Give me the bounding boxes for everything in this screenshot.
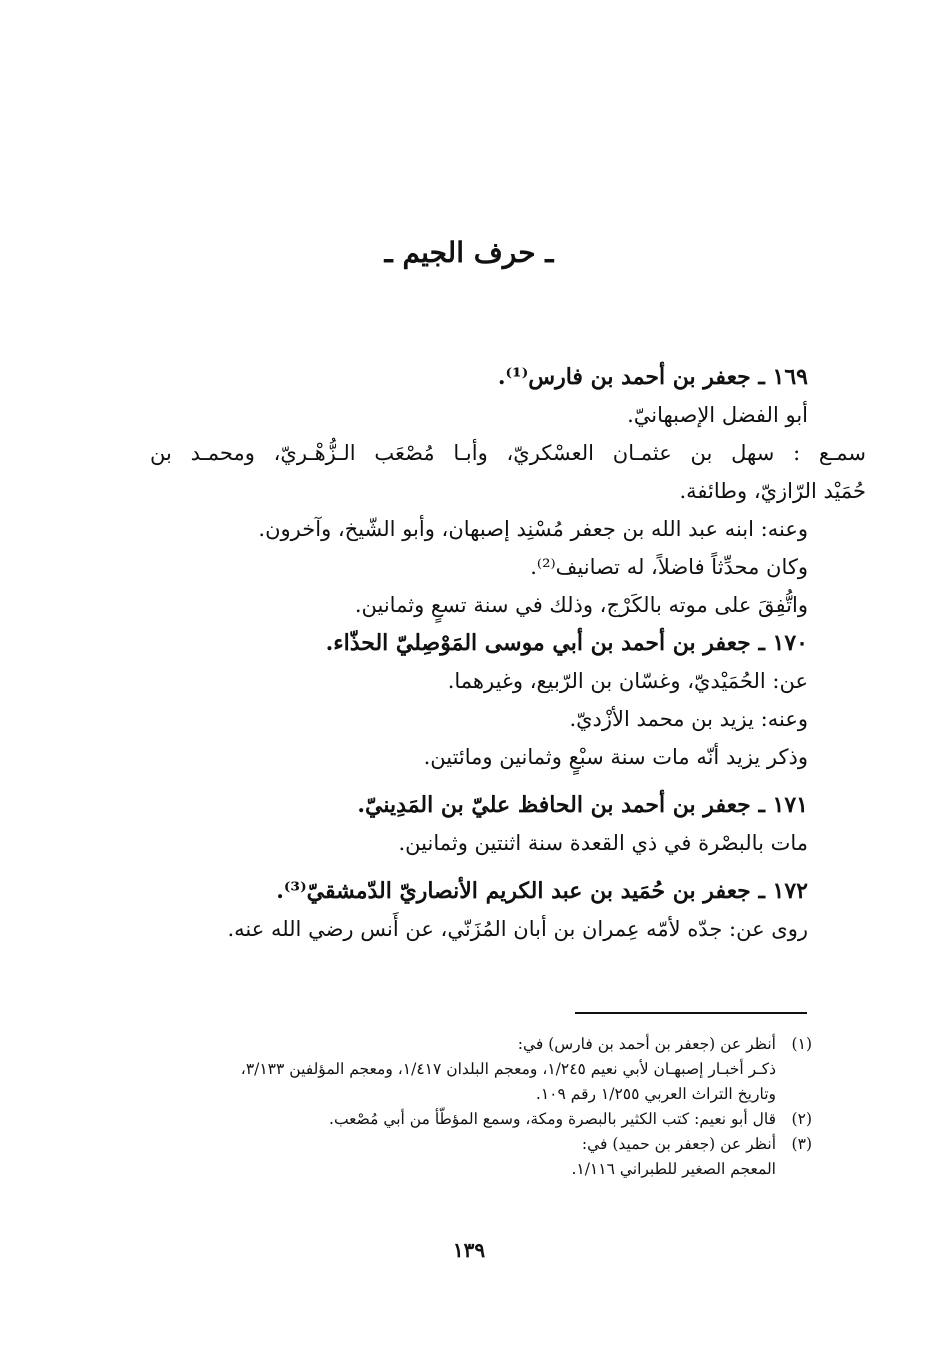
footnote [112,1032,812,1057]
footnote-number: (٣) [791,1135,812,1153]
entry-line: سمـع : سهل بن عثمـان العسْكريّ، وأبـا مُصْعَب الـزُّهْـريّ، ومحمـد بن [150,441,866,465]
entry-line: أبو الفضل الإصبهانيّ. [627,403,808,427]
footnote-line: قال أبو نعيم: كتب الكثير بالبصرة ومكة، وسمع المؤطّأ من أبي مُصْعب. [329,1110,776,1128]
entry-line: وذكر يزيد أنّه مات سنة سبْعٍ وثمانين ومائتين. [423,745,808,769]
entry-heading: ١٧٢ ـ جعفر بن حُمَيد بن عبد الكريم الأنصاريّ الدّمشقيّ⁽³⁾. [276,878,808,904]
entry-line: مات بالبصْرة في ذي القعدة سنة اثنتين وثمانين. [398,831,808,855]
footnotes [112,1032,812,1182]
entry-heading: ١٧١ ـ جعفر بن أحمد بن الحافظ عليّ بن المَدِينيّ. [357,792,808,818]
entry-line: وكان محدِّثاً فاضلاً، له تصانيف⁽²⁾. [530,555,808,579]
footnote-separator [575,1012,807,1014]
entry-line: وعنه: يزيد بن محمد الأزْديّ. [569,707,808,731]
main-text [88,358,866,948]
footnote-line: ذكـر أخبـار إصبهـان لأبي نعيم ١/٢٤٥، ومعجم البلدان ١/٤١٧، ومعجم المؤلفين ٣/١٣٣، [240,1060,776,1078]
footnote-line: أنظر عن (جعفر بن أحمد بن فارس) في: [517,1035,776,1053]
footnote-line: المعجم الصغير للطبراني ١/١١٦. [571,1160,776,1178]
footnote-line: وتاريخ التراث العربي ١/٢٥٥ رقم ١٠٩. [535,1085,776,1103]
entry-line: واتُّفِقَ على موته بالكَرْج، وذلك في سنة تسعٍ وثمانين. [354,593,808,617]
entry-line: روى عن: جدّه لأمّه عِمران بن أبان المُزَنّي، عن أَنس رضي الله عنه. [227,917,808,941]
entry-heading: ١٧٠ ـ جعفر بن أحمد بن أبي موسى المَوْصِليّ الحذّاء. [325,630,808,656]
entry-line: حُمَيْد الرّازيّ، وطائفة. [679,479,866,503]
footnote-number: (٢) [791,1110,812,1128]
entry-heading: ١٦٩ ـ جعفر بن أحمد بن فارس⁽¹⁾. [497,364,808,390]
footnote-number: (١) [791,1035,812,1053]
page-number: ١٣٩ [452,1238,486,1262]
footnote [112,1132,812,1157]
chapter-title: ـ حرف الجيم ـ [384,236,554,269]
entry-line: وعنه: ابنه عبد الله بن جعفر مُسْنِد إصبهان، وأبو الشّيخ، وآخرون. [258,517,808,541]
entry-line: عن: الحُمَيْديّ، وغسّان بن الرّبيع، وغيرهما. [447,669,808,693]
footnote [112,1107,812,1132]
footnote-line: أنظر عن (جعفر بن حميد) في: [581,1135,776,1153]
